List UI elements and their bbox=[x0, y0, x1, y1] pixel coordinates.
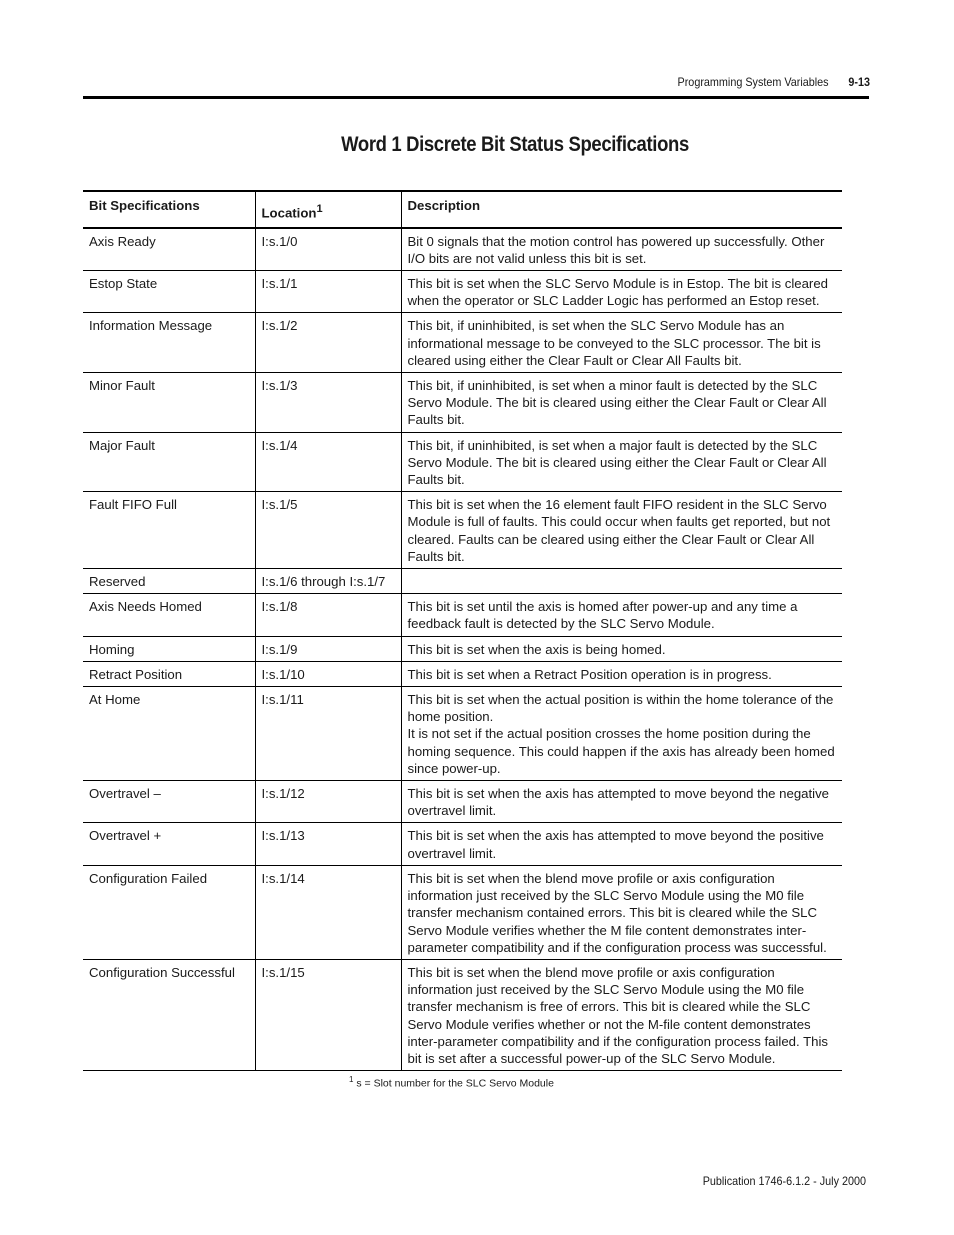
description-cell bbox=[401, 823, 842, 865]
page-number: 9-13 bbox=[848, 75, 870, 89]
location-cell: I:s.1/8 bbox=[255, 594, 401, 636]
bit-name-cell: Configuration Successful bbox=[83, 959, 255, 1070]
bit-name-cell: Overtravel – bbox=[83, 781, 255, 823]
table-row bbox=[83, 959, 842, 1070]
location-cell: I:s.1/0 bbox=[255, 228, 401, 271]
table-row bbox=[83, 636, 842, 661]
description-text: This bit is set when the blend move profile or axis configuration information just received by the SLC Servo Module using the M0 file transfer mechanism is free of errors. This bit is cleared while the SLC Servo Module verifies whether or not the M-file content demonstrates inter-parameter compatibility and if the configuration process failed. This bit is set after a successful power-up of the SLC Servo Module. bbox=[407, 964, 828, 1066]
table-row bbox=[83, 373, 842, 433]
bit-name-cell: Axis Needs Homed bbox=[83, 594, 255, 636]
description-text: This bit is set when the axis is being homed. bbox=[407, 641, 666, 657]
table-row bbox=[83, 661, 842, 686]
running-header bbox=[627, 75, 870, 89]
table-row bbox=[83, 687, 842, 781]
header-rule bbox=[83, 96, 869, 99]
bit-name-cell: Reserved bbox=[83, 569, 255, 594]
description-cell bbox=[401, 636, 842, 661]
location-cell: I:s.1/15 bbox=[255, 959, 401, 1070]
bit-name-cell: At Home bbox=[83, 687, 255, 781]
description-text: This bit is set when a Retract Position operation is in progress. bbox=[407, 666, 772, 682]
description-cell bbox=[401, 594, 842, 636]
header-location bbox=[255, 191, 401, 228]
description-cell bbox=[401, 865, 842, 959]
location-cell: I:s.1/14 bbox=[255, 865, 401, 959]
location-cell: I:s.1/10 bbox=[255, 661, 401, 686]
description-text: This bit, if uninhibited, is set when a major fault is detected by the SLC Servo Module. The bit is cleared using either the Clear Fault or Clear All Faults bit. bbox=[407, 437, 827, 488]
bit-name-cell: Overtravel + bbox=[83, 823, 255, 865]
bit-name-cell: Fault FIFO Full bbox=[83, 492, 255, 569]
bit-name-cell: Estop State bbox=[83, 271, 255, 313]
bit-name-cell: Information Message bbox=[83, 313, 255, 373]
description-cell bbox=[401, 228, 842, 271]
description-text: This bit is set when the blend move profile or axis configuration information just received by the SLC Servo Module using the M0 file transfer mechanism contained errors. This bit is cleared while the SLC Servo Module verifies whether the M file content demonstrates inter-parameter compatibility and if the configuration process was successful. bbox=[407, 870, 827, 955]
table-row bbox=[83, 432, 842, 492]
description-text: Bit 0 signals that the motion control has powered up successfully. Other I/O bits are not valid unless this bit is set. bbox=[407, 233, 825, 266]
bit-name-cell: Major Fault bbox=[83, 432, 255, 492]
bit-name-cell: Configuration Failed bbox=[83, 865, 255, 959]
table-row bbox=[83, 271, 842, 313]
bit-name-cell: Minor Fault bbox=[83, 373, 255, 433]
table-body bbox=[83, 228, 842, 1071]
location-cell: I:s.1/9 bbox=[255, 636, 401, 661]
description-text: This bit is set when the 16 element fault FIFO resident in the SLC Servo Module is full of faults. This could occur when faults get reported, but not cleared. Faults can be cleared using either the Clear Fault or Clear All Faults bit. bbox=[407, 497, 831, 564]
location-cell: I:s.1/6 through I:s.1/7 bbox=[255, 569, 401, 594]
description-cell bbox=[401, 271, 842, 313]
location-cell: I:s.1/2 bbox=[255, 313, 401, 373]
description-cell bbox=[401, 569, 842, 594]
table-row bbox=[83, 594, 842, 636]
header-description: Description bbox=[401, 191, 842, 228]
description-text: This bit is set when the actual position is within the home tolerance of the home position. bbox=[407, 692, 834, 725]
description-cell bbox=[401, 959, 842, 1070]
bit-name-cell: Homing bbox=[83, 636, 255, 661]
description-cell bbox=[401, 432, 842, 492]
header-location-label: Location bbox=[261, 205, 317, 221]
bit-status-table bbox=[83, 190, 842, 1071]
description-cell bbox=[401, 781, 842, 823]
location-cell: I:s.1/4 bbox=[255, 432, 401, 492]
description-cell bbox=[401, 373, 842, 433]
description-text: This bit is set until the axis is homed after power-up and any time a feedback fault is detected by the SLC Servo Module. bbox=[407, 599, 798, 632]
table-row bbox=[83, 569, 842, 594]
location-cell: I:s.1/3 bbox=[255, 373, 401, 433]
table-footnote bbox=[349, 1075, 554, 1090]
location-cell: I:s.1/13 bbox=[255, 823, 401, 865]
description-text: This bit, if uninhibited, is set when a minor fault is detected by the SLC Servo Module. The bit is cleared using either the Clear Fault or Clear All Faults bit. bbox=[407, 378, 827, 428]
footnote-marker: 1 bbox=[349, 1075, 354, 1084]
description-text: This bit is set when the SLC Servo Module is in Estop. The bit is cleared when the operator or SLC Ladder Logic has performed an Estop reset. bbox=[407, 276, 828, 309]
description-cell bbox=[401, 687, 842, 781]
location-cell: I:s.1/1 bbox=[255, 271, 401, 313]
description-text: This bit, if uninhibited, is set when the SLC Servo Module has an informational message to be conveyed to the SLC processor. The bit is cleared using either the Clear Fault or Clear All Faults bit. bbox=[407, 318, 821, 368]
bit-name-cell: Axis Ready bbox=[83, 228, 255, 271]
description-text: It is not set if the actual position crosses the home position during the homing sequence. This could happen if the axis has already been homed since power-up. bbox=[407, 726, 835, 776]
table-row bbox=[83, 823, 842, 865]
location-cell: I:s.1/5 bbox=[255, 492, 401, 569]
location-cell: I:s.1/12 bbox=[255, 781, 401, 823]
table-row bbox=[83, 313, 842, 373]
table-row bbox=[83, 781, 842, 823]
section-title: Programming System Variables bbox=[677, 75, 829, 89]
bit-name-cell: Retract Position bbox=[83, 661, 255, 686]
description-cell bbox=[401, 492, 842, 569]
location-cell: I:s.1/11 bbox=[255, 687, 401, 781]
header-bit-specifications: Bit Specifications bbox=[89, 198, 200, 213]
description-cell bbox=[401, 661, 842, 686]
footnote-text: s = Slot number for the SLC Servo Module bbox=[356, 1077, 554, 1090]
description-text: This bit is set when the axis has attempted to move beyond the negative overtravel limit. bbox=[407, 786, 830, 819]
table-row bbox=[83, 865, 842, 959]
table-row bbox=[83, 492, 842, 569]
description-text: This bit is set when the axis has attempted to move beyond the positive overtravel limit. bbox=[407, 828, 824, 861]
table-row bbox=[83, 228, 842, 271]
description-cell bbox=[401, 313, 842, 373]
page-title: Word 1 Discrete Bit Status Specifications bbox=[341, 133, 689, 156]
table-header-row bbox=[83, 191, 842, 228]
footnote-ref: 1 bbox=[316, 203, 323, 215]
publication-footer: Publication 1746-6.1.2 - July 2000 bbox=[702, 1174, 866, 1188]
